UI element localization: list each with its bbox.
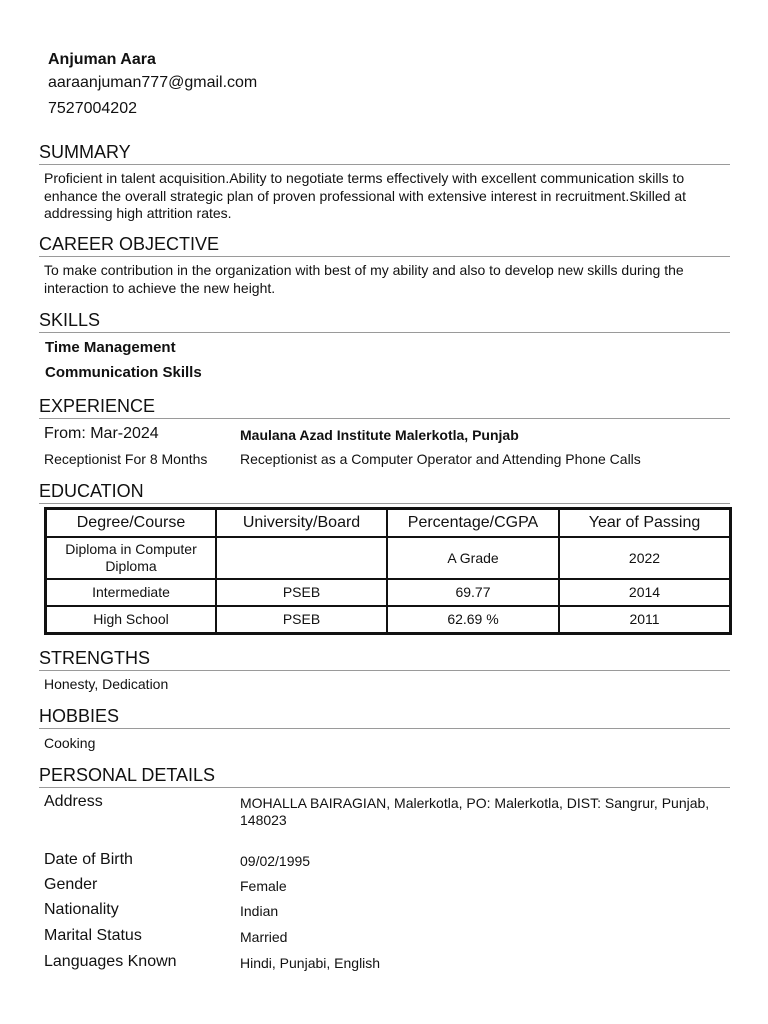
hobbies-text: Cooking [44,735,96,751]
strengths-text: Honesty, Dedication [44,676,169,692]
detail-label: Gender [44,876,98,893]
table-cell: PSEB [216,579,387,606]
candidate-name: Anjuman Aara [48,51,156,68]
experience-duration: Receptionist For 8 Months [44,451,208,467]
table-cell: 62.69 % [387,606,559,633]
detail-value: Hindi, Punjabi, English [240,955,381,971]
detail-label: Date of Birth [44,851,133,868]
table-cell: Intermediate [46,579,216,606]
experience-organization: Maulana Azad Institute Malerkotla, Punjab [240,427,519,443]
table-cell: 2014 [559,579,730,606]
skill-item: Communication Skills [45,364,202,381]
hobbies-heading: HOBBIES [39,705,730,729]
education-table [44,507,732,635]
table-row [46,579,730,606]
table-cell: High School [46,606,216,633]
detail-value: 09/02/1995 [240,853,311,869]
detail-value: Indian [240,903,279,919]
table-cell: Diploma in Computer Diploma [46,537,216,579]
career-objective-heading: CAREER OBJECTIVE [39,233,730,257]
strengths-heading: STRENGTHS [39,647,730,671]
skills-heading: SKILLS [39,309,730,333]
table-cell [216,537,387,579]
column-header-university: University/Board [216,509,387,537]
detail-value: MOHALLA BAIRAGIAN, Malerkotla, PO: Malerkotla, DIST: Sangrur, Punjab, 148023 [240,795,710,828]
detail-value: Married [240,929,288,945]
table-row [46,537,730,579]
phone-number: 7527004202 [48,100,137,117]
table-row [46,606,730,633]
personal-details-heading: PERSONAL DETAILS [39,764,730,788]
column-header-year: Year of Passing [559,509,730,537]
column-header-percentage: Percentage/CGPA [387,509,559,537]
table-cell: 2011 [559,606,730,633]
summary-heading: SUMMARY [39,141,730,165]
detail-label: Marital Status [44,927,142,944]
experience-role: Receptionist as a Computer Operator and Attending Phone Calls [240,451,641,467]
resume-header [48,50,257,122]
summary-text: Proficient in talent acquisition.Ability to negotiate terms effectively with excellent communication skills to enhance the overall strategic plan of proven professional with extensive interest in recruitment.Skilled at addressing high attrition rates. [44,170,687,221]
table-cell: A Grade [387,537,559,579]
email-address: aaraanjuman777@gmail.com [48,74,258,91]
table-cell: 69.77 [387,579,559,606]
experience-heading: EXPERIENCE [39,395,730,419]
table-cell: 2022 [559,537,730,579]
table-cell: PSEB [216,606,387,633]
education-table-header-row [46,509,730,537]
education-heading: EDUCATION [39,480,730,504]
column-header-degree: Degree/Course [46,509,216,537]
career-objective-text: To make contribution in the organization with best of my ability and also to develop new skills during the interaction to achieve the new height. [44,262,684,296]
experience-from-date: From: Mar-2024 [44,425,159,442]
detail-value: Female [240,878,287,894]
detail-label: Languages Known [44,953,177,970]
skill-item: Time Management [45,339,176,356]
detail-label: Nationality [44,901,119,918]
detail-label: Address [44,793,103,810]
